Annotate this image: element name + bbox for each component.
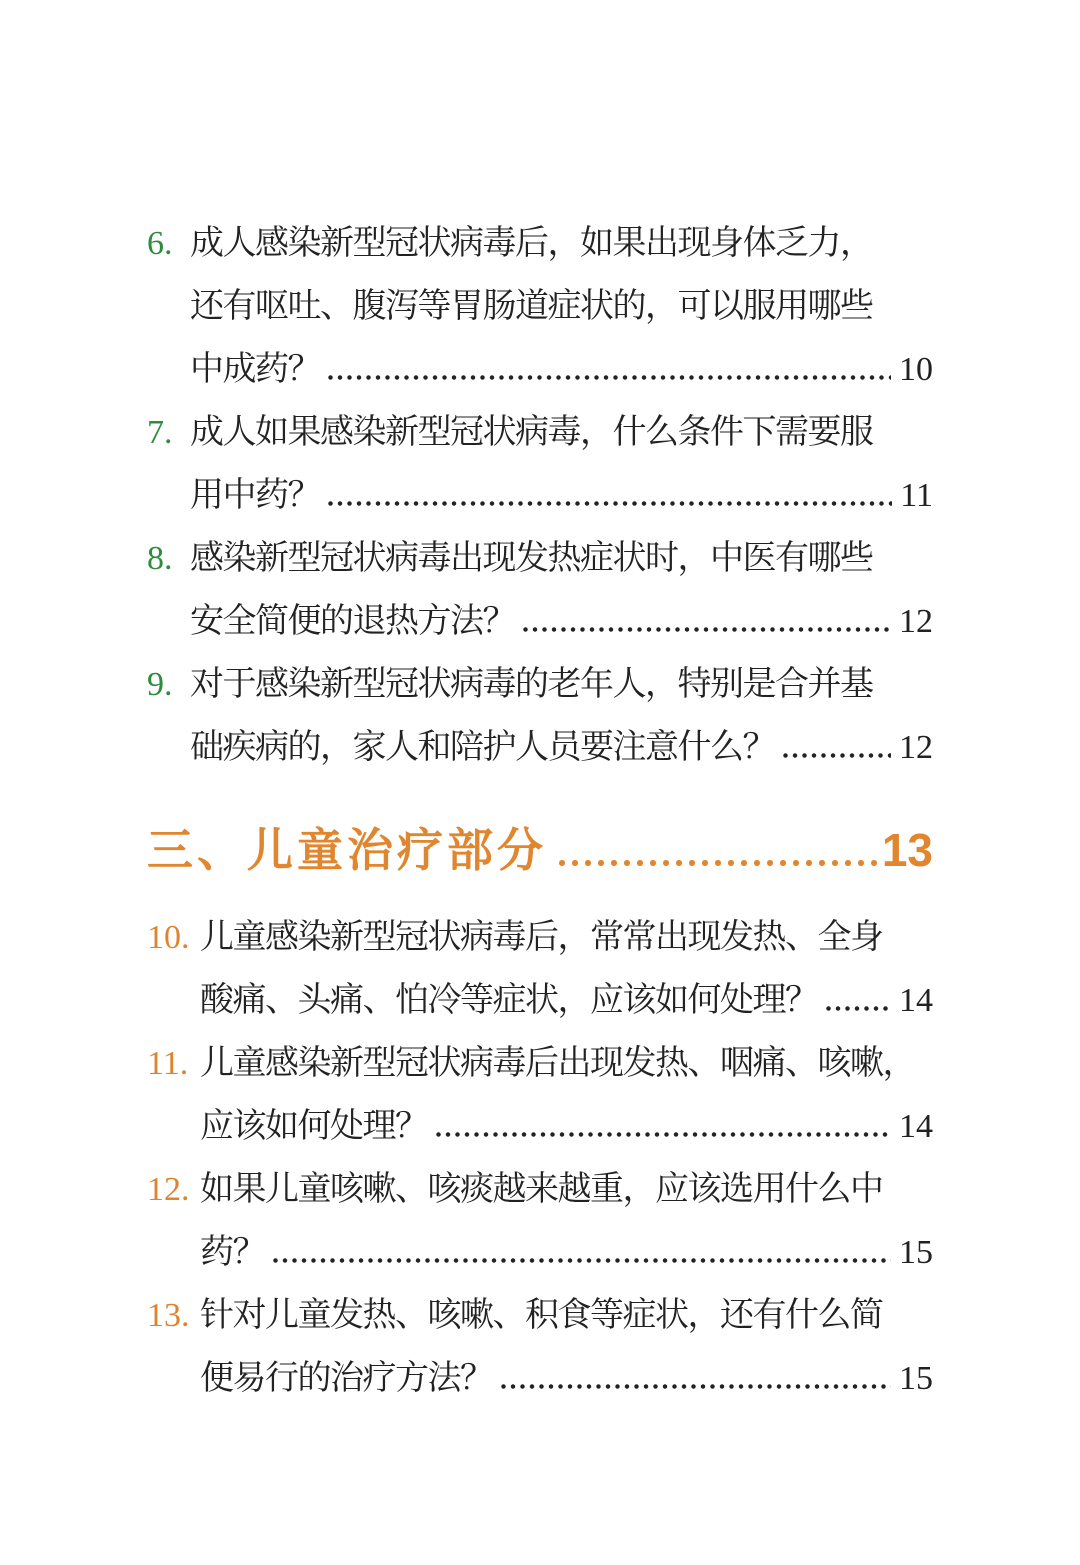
dot-leader	[436, 1132, 892, 1137]
entry-text-line: 础疾病的，家人和陪护人员要注意什么？	[190, 729, 775, 766]
toc-entry-8	[147, 527, 933, 653]
entry-page-number: 10	[899, 351, 933, 388]
entry-page-number: 14	[899, 982, 933, 1019]
entry-number: 12.	[147, 1171, 190, 1208]
section-page-number: 13	[881, 824, 933, 876]
dot-leader	[826, 1006, 892, 1011]
entry-last-line	[200, 1221, 933, 1284]
toc-entry-10	[147, 906, 933, 1032]
entry-text-line: 儿童感染新型冠状病毒后，常常出现发热、全身	[200, 919, 883, 956]
section-header-children-treatment	[147, 815, 933, 885]
entry-number: 6.	[147, 225, 173, 262]
dot-leader	[273, 1258, 891, 1263]
entry-number: 7.	[147, 414, 173, 451]
section-title: 三、儿童治疗部分	[147, 824, 547, 876]
entry-last-line	[200, 969, 933, 1032]
entry-last-line	[200, 1095, 933, 1158]
entry-page-number: 12	[899, 603, 933, 640]
entry-text-line: 成人如果感染新型冠状病毒，什么条件下需要服	[190, 414, 873, 451]
entry-text-line: 对于感染新型冠状病毒的老年人，特别是合并基	[190, 666, 873, 703]
entry-text-line: 应该如何处理？	[200, 1108, 428, 1145]
toc-entry-7	[147, 401, 933, 527]
entry-number: 13.	[147, 1297, 190, 1334]
entry-text-line: 用中药？	[190, 477, 320, 514]
entry-number: 11.	[147, 1045, 189, 1082]
entry-text-line: 成人感染新型冠状病毒后，如果出现身体乏力，	[190, 225, 873, 262]
dot-leader	[523, 627, 891, 632]
entry-page-number: 11	[900, 477, 933, 514]
entry-last-line	[190, 464, 933, 527]
toc-entry-11	[147, 1032, 933, 1158]
entry-last-line	[190, 590, 933, 653]
entry-last-line	[190, 716, 933, 779]
toc-entry-12	[147, 1158, 933, 1284]
dot-leader	[328, 501, 892, 506]
entry-text-line: 中成药？	[190, 351, 320, 388]
entry-text-line: 儿童感染新型冠状病毒后出现发热、咽痛、咳嗽，	[200, 1045, 915, 1082]
toc-entry-6	[147, 212, 933, 401]
dot-leader	[559, 860, 878, 866]
entry-last-line	[190, 338, 933, 401]
entry-text-line: 便易行的治疗方法？	[200, 1360, 493, 1397]
entry-text-line: 药？	[200, 1234, 265, 1271]
entry-text-line: 酸痛、头痛、怕冷等症状，应该如何处理？	[200, 982, 818, 1019]
entry-page-number: 15	[899, 1234, 933, 1271]
entry-text-line: 如果儿童咳嗽、咳痰越来越重，应该选用什么中	[200, 1171, 883, 1208]
entry-page-number: 12	[899, 729, 933, 766]
entry-number: 9.	[147, 666, 173, 703]
toc-entry-9	[147, 653, 933, 779]
dot-leader	[501, 1384, 892, 1389]
toc-list	[147, 212, 933, 1410]
entry-number: 8.	[147, 540, 173, 577]
toc-entry-13	[147, 1284, 933, 1410]
entry-text-line: 感染新型冠状病毒出现发热症状时，中医有哪些	[190, 540, 873, 577]
dot-leader	[328, 375, 891, 380]
entry-text-line: 还有呕吐、腹泻等胃肠道症状的，可以服用哪些	[190, 288, 873, 325]
entry-page-number: 14	[899, 1108, 933, 1145]
entry-page-number: 15	[899, 1360, 933, 1397]
entry-text-line: 安全简便的退热方法？	[190, 603, 515, 640]
dot-leader	[783, 753, 891, 758]
entry-last-line	[200, 1347, 933, 1410]
entry-number: 10.	[147, 919, 190, 956]
entry-text-line: 针对儿童发热、咳嗽、积食等症状，还有什么简	[200, 1297, 883, 1334]
